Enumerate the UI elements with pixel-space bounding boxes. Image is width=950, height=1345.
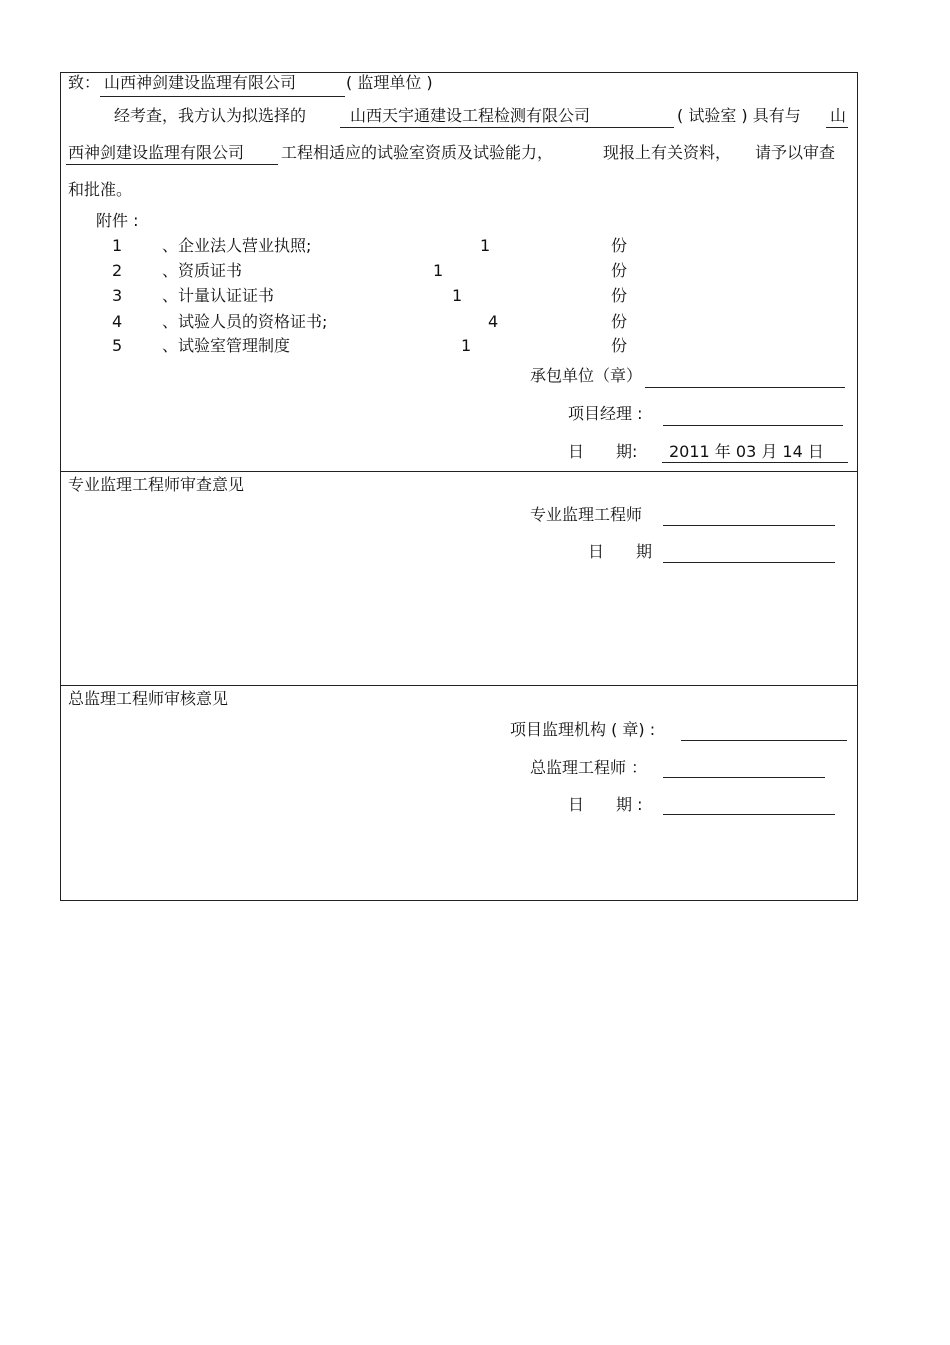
lab-suffix: ( 试验室 ) 具有与 — [677, 106, 801, 125]
para-end: 和批准。 — [68, 180, 133, 199]
attachment-name: 、试验室管理制度 — [162, 336, 291, 355]
attachment-unit: 份 — [611, 286, 628, 305]
date-underline — [662, 462, 848, 463]
project-name-underline-2 — [66, 164, 278, 165]
attachment-no: 4 — [112, 312, 123, 331]
project-name-underline-1 — [826, 127, 848, 128]
attachment-unit: 份 — [611, 236, 628, 255]
attachment-name: 、企业法人营业执照; — [162, 236, 312, 255]
chief-signature-line[interactable] — [663, 777, 825, 778]
project-name-part1: 山 — [830, 106, 847, 125]
org-label: 项目监理机构 ( 章) : — [510, 720, 656, 739]
attachment-qty: 1 — [480, 236, 491, 255]
date-value: 2011 年 03 月 14 日 — [669, 442, 824, 461]
project-name-part2: 西神剑建设监理有限公司 — [68, 143, 245, 162]
to-prefix: 致： — [68, 73, 101, 92]
attachment-no: 2 — [112, 261, 123, 280]
project-manager-signature-line[interactable] — [663, 425, 843, 426]
contractor-label: 承包单位（章） — [530, 366, 643, 385]
attachment-name: 、资质证书 — [162, 261, 243, 280]
attachment-no: 5 — [112, 336, 123, 355]
engineer-section-title: 专业监理工程师审查意见 — [68, 475, 245, 494]
org-signature-line[interactable] — [681, 740, 847, 741]
attachments-label: 附件 : — [96, 211, 139, 230]
attachment-qty: 1 — [452, 286, 463, 305]
attachment-no: 1 — [112, 236, 123, 255]
para-continuation: 工程相适应的试验室资质及试验能力， — [281, 143, 554, 162]
date-label: 日 期: — [568, 442, 638, 461]
para-report: 现报上有关资料， — [603, 143, 732, 162]
attachment-qty: 1 — [461, 336, 472, 355]
engineer-label: 专业监理工程师 — [530, 505, 643, 524]
lab-name: 山西天宇通建设工程检测有限公司 — [350, 106, 591, 125]
chief-date-line[interactable] — [663, 814, 835, 815]
engineer-signature-line[interactable] — [663, 525, 835, 526]
section-divider-1 — [60, 471, 857, 472]
attachment-unit: 份 — [611, 261, 628, 280]
attachment-no: 3 — [112, 286, 123, 305]
attachment-unit: 份 — [611, 312, 628, 331]
chief-label: 总监理工程师 ： — [530, 758, 648, 777]
attachment-qty: 4 — [488, 312, 499, 331]
chief-date-label: 日 期 : — [568, 795, 643, 814]
contractor-signature-line[interactable] — [645, 387, 845, 388]
to-unit-underline — [100, 96, 345, 97]
attachment-qty: 1 — [433, 261, 444, 280]
para-intro: 经考查，我方认为拟选择的 — [114, 106, 307, 125]
chief-section-title: 总监理工程师审核意见 — [68, 689, 229, 708]
para-request: 请予以审查 — [755, 143, 836, 162]
attachment-name: 、计量认证证书 — [162, 286, 275, 305]
to-suffix: ( 监理单位 ) — [346, 73, 433, 92]
attachment-name: 、试验人员的资格证书; — [162, 312, 328, 331]
engineer-date-line[interactable] — [663, 562, 835, 563]
project-manager-label: 项目经理 : — [568, 404, 643, 423]
section-divider-2 — [60, 685, 857, 686]
engineer-date-label: 日 期 — [588, 542, 653, 561]
lab-name-underline — [340, 127, 674, 128]
attachment-unit: 份 — [611, 336, 628, 355]
to-unit: 山西神剑建设监理有限公司 — [104, 73, 297, 92]
